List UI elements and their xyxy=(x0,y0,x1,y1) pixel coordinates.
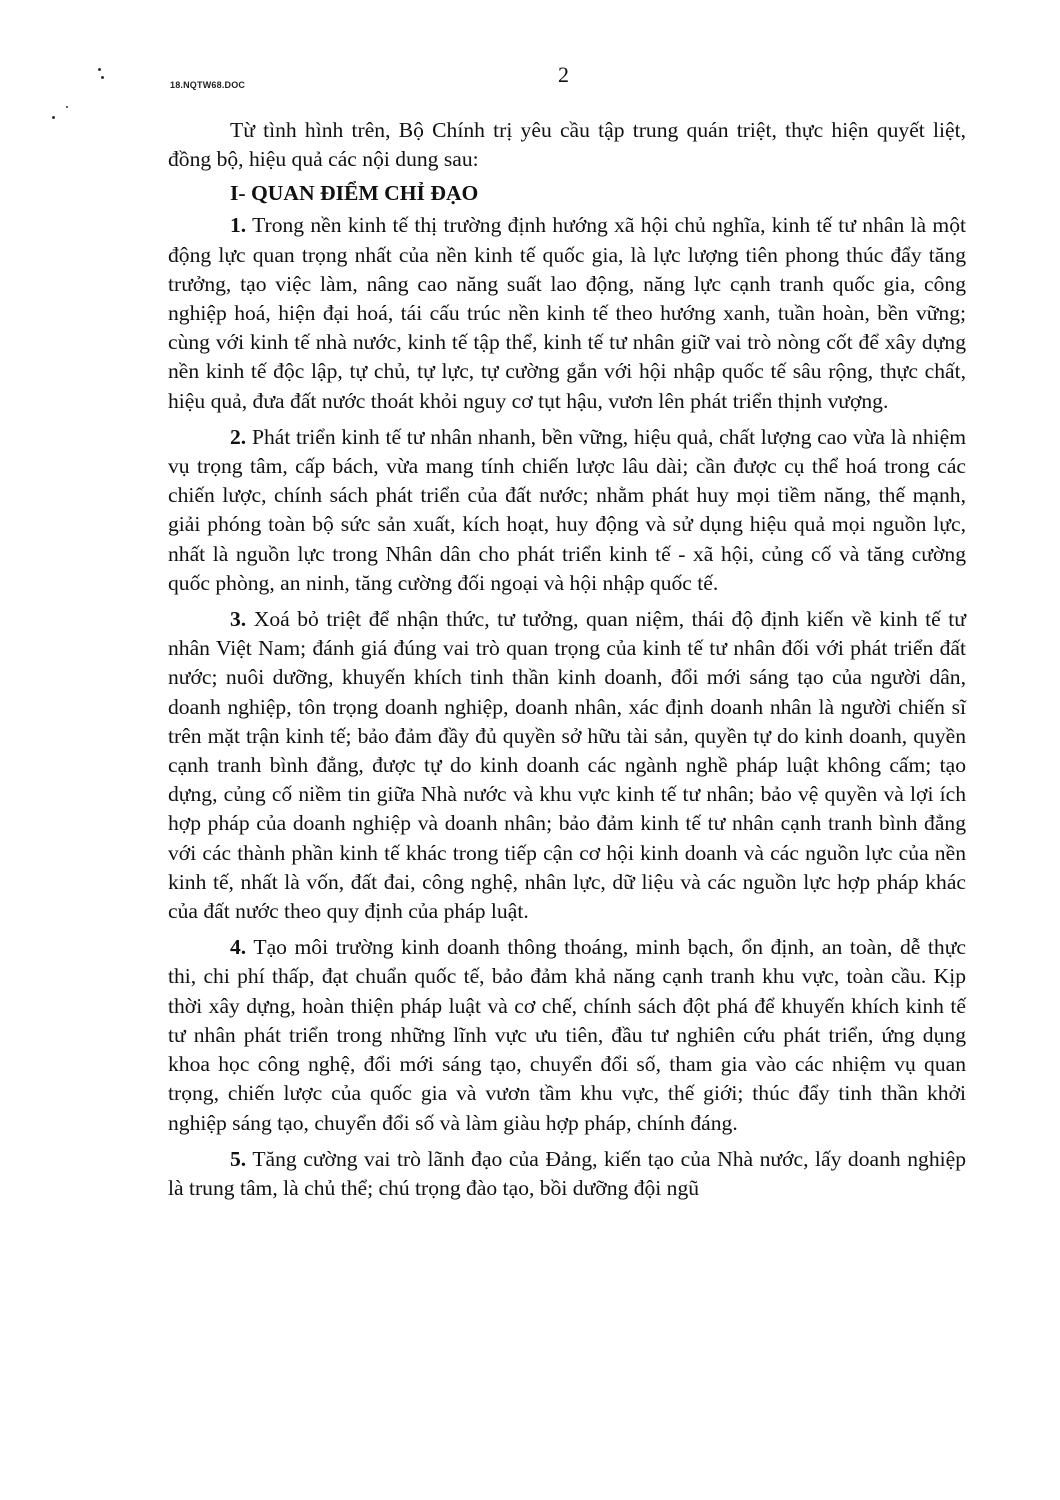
scan-speck xyxy=(98,68,101,71)
point-paragraph-4 xyxy=(168,933,966,1137)
scan-speck xyxy=(101,76,104,79)
intro-paragraph: Từ tình hình trên, Bộ Chính trị yêu cầu tập trung quán triệt, thực hiện quyết liệt, đồng bộ, hiệu quả các nội dung sau: xyxy=(168,118,966,172)
point-text: Tăng cường vai trò lãnh đạo của Đảng, kiến tạo của Nhà nước, lấy doanh nghiệp là trung tâm, là chủ thể; chú trọng đào tạo, bồi dưỡng đội ngũ xyxy=(168,1146,966,1200)
page-number: 2 xyxy=(558,62,569,87)
point-number: 4. xyxy=(230,935,247,960)
point-text: Xoá bỏ triệt để nhận thức, tư tưởng, quan niệm, thái độ định kiến về kinh tế tư nhân Việt Nam; đánh giá đúng vai trò quan trọng của kinh tế tư nhân đối với phát triển đất nước; nuôi dưỡng, khuyến khích tinh thần kinh doanh, đổi mới sáng tạo của người dân, doanh nghiệp, tôn trọng doanh nghiệp, doanh nhân, xác định doanh nhân là người chiến sĩ trên mặt trận kinh tế; bảo đảm đầy đủ quyền sở hữu tài sản, quyền tự do kinh doanh, quyền cạnh tranh bình đẳng, được tự do kinh doanh các ngành nghề pháp luật không cấm; tạo dựng, củng cố niềm tin giữa Nhà nước và khu vực kinh tế tư nhân; bảo vệ quyền và lợi ích hợp pháp của doanh nghiệp và doanh nhân; bảo đảm kinh tế tư nhân cạnh tranh bình đẳng với các thành phần kinh tế khác trong tiếp cận cơ hội kinh doanh và các nguồn lực của nền kinh tế, nhất là vốn, đất đai, công nghệ, nhân lực, dữ liệu và các nguồn lực hợp pháp khác của đất nước theo quy định của pháp luật. xyxy=(168,607,966,924)
point-text: Phát triển kinh tế tư nhân nhanh, bền vững, hiệu quả, chất lượng cao vừa là nhiệm vụ trọng tâm, cấp bách, vừa mang tính chiến lược lâu dài; cần được cụ thể hoá trong các chiến lược, chính sách phát triển của đất nước; nhằm phát huy mọi tiềm năng, thế mạnh, giải phóng toàn bộ sức sản xuất, kích hoạt, huy động và sử dụng hiệu quả mọi nguồn lực, nhất là nguồn lực trong Nhân dân cho phát triển kinh tế - xã hội, củng cố và tăng cường quốc phòng, an ninh, tăng cường đối ngoại và hội nhập quốc tế. xyxy=(168,424,967,595)
point-number: 5. xyxy=(230,1146,247,1171)
point-number: 2. xyxy=(230,424,247,449)
point-number: 3. xyxy=(230,607,247,632)
point-paragraph-1 xyxy=(168,211,966,415)
point-text: Tạo môi trường kinh doanh thông thoáng, minh bạch, ổn định, an toàn, dễ thực thi, chi phí thấp, đạt chuẩn quốc tế, bảo đảm khả năng cạnh tranh khu vực, toàn cầu. Kịp thời xây dựng, hoàn thiện pháp luật và cơ chế, chính sách đột phá để khuyến khích kinh tế tư nhân phát triển trong những lĩnh vực ưu tiên, đầu tư nghiên cứu phát triển, ứng dụng khoa học công nghệ, đổi mới sáng tạo, chuyển đổi số, tham gia vào các nhiệm vụ quan trọng, chiến lược của quốc gia và vươn tầm khu vực, thế giới; thúc đẩy tinh thần khởi nghiệp sáng tạo, chuyển đổi số và làm giàu hợp pháp, chính đáng. xyxy=(168,935,966,1135)
point-paragraph-3 xyxy=(168,605,966,926)
point-paragraph-5 xyxy=(168,1145,966,1203)
section-heading: I- QUAN ĐIỂM CHỈ ĐẠO xyxy=(230,181,479,206)
scan-speck xyxy=(66,106,68,108)
document-body xyxy=(168,116,966,1203)
point-number: 1. xyxy=(230,213,247,238)
file-name-header: 18.NQTW68.DOC xyxy=(170,80,246,90)
point-paragraph-2 xyxy=(168,423,966,598)
point-text: Trong nền kinh tế thị trường định hướng xã hội chủ nghĩa, kinh tế tư nhân là một động lực quan trọng nhất của nền kinh tế quốc gia, là lực lượng tiên phong thúc đẩy tăng trưởng, tạo việc làm, nâng cao năng suất lao động, năng lực cạnh tranh quốc gia, công nghiệp hoá, hiện đại hoá, tái cấu trúc nền kinh tế theo hướng xanh, tuần hoàn, bền vững; cùng với kinh tế nhà nước, kinh tế tập thể, kinh tế tư nhân giữ vai trò nòng cốt để xây dựng nền kinh tế độc lập, tự chủ, tự lực, tự cường gắn với hội nhập quốc tế sâu rộng, thực chất, hiệu quả, đưa đất nước thoát khỏi nguy cơ tụt hậu, vươn lên phát triển thịnh vượng. xyxy=(168,213,966,413)
scan-speck xyxy=(52,116,55,119)
